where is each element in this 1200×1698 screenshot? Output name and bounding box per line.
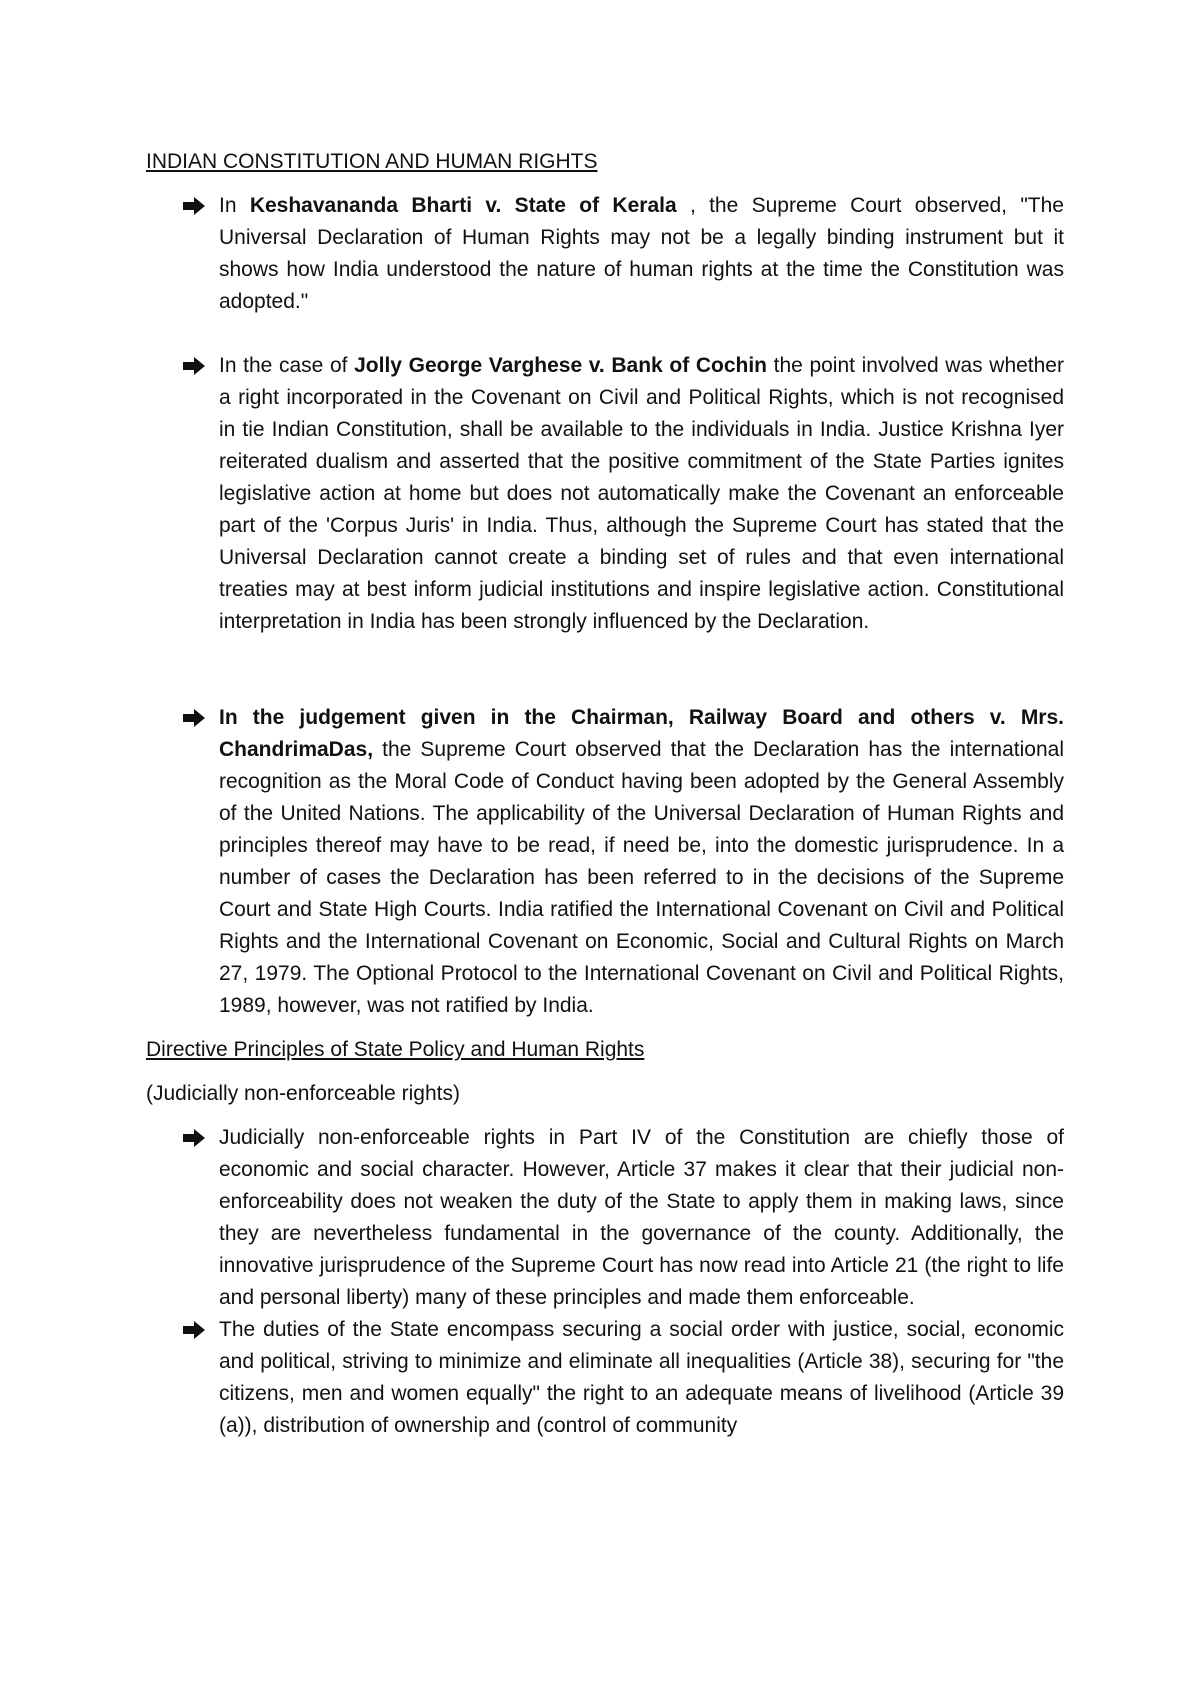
list-item-text: In the case of [219, 354, 355, 377]
case-name: Keshavananda Bharti v. State of Kerala [249, 194, 677, 217]
list-item-text: The duties of the State encompass securing a social order with justice, social, economic and political, striving to minimize and eliminate all inequalities (Article 38), securing for "the citizens, men and women equally" the right to an adequate means of livelihood (Article 39 (a)), distribution of ownership and (control of community [219, 1318, 1064, 1437]
section-heading: Directive Principles of State Policy and Human Rights [146, 1038, 645, 1061]
document-title: INDIAN CONSTITUTION AND HUMAN RIGHTS [146, 150, 598, 173]
arrow-right-icon [182, 1321, 206, 1339]
list-item [146, 190, 1064, 318]
case-name: In the judgement given in the Chairman, Railway Board and others v. Mrs. ChandrimaDas, [219, 706, 1064, 761]
list-item-text: In [219, 194, 250, 217]
list-item [146, 1314, 1064, 1442]
arrow-right-icon [182, 197, 206, 215]
list-item-text: the Supreme Court observed that the Declaration has the international recognition as the Moral Code of Conduct having been adopted by the General Assembly of the United Nations. The applicability of the Universal Declaration of Human Rights and principles thereof may have to be read, if need be, into the domestic jurisprudence. In a number of cases the Declaration has been referred to in the decisions of the Supreme Court and State High Courts. India ratified the International Covenant on Civil and Political Rights and the International Covenant on Economic, Social and Cultural Rights on March 27, 1979. The Optional Protocol to the International Covenant on Civil and Political Rights, 1989, however, was not ratified by India. [219, 738, 1064, 1017]
arrow-right-icon [182, 709, 206, 727]
arrow-right-icon [182, 1129, 206, 1147]
list-item [146, 1122, 1064, 1314]
section-subheading: (Judicially non-enforceable rights) [146, 1082, 460, 1105]
list-item-text: the point involved was whether a right incorporated in the Covenant on Civil and Political Rights, which is not recognised in tie Indian Constitution, shall be available to the individuals in India. Justice Krishna Iyer reiterated dualism and asserted that the positive commitment of the State Parties ignites legislative action at home but does not automatically make the Covenant an enforceable part of the 'Corpus Juris' in India. Thus, although the Supreme Court has stated that the Universal Declaration cannot create a binding set of rules and that even international treaties may at best inform judicial institutions and inspire legislative action. Constitutional interpretation in India has been strongly influenced by the Declaration. [219, 354, 1064, 633]
list-item [146, 702, 1064, 1022]
document-body [146, 146, 1064, 1442]
case-name: Jolly George Varghese v. Bank of Cochin [354, 354, 767, 377]
list-item [146, 350, 1064, 638]
list-item-text: , the Supreme Court observed, "The Universal Declaration of Human Rights may not be a legally binding instrument but it shows how India understood the nature of human rights at the time the Constitution was adopted." [219, 194, 1064, 313]
list-item-text: Judicially non-enforceable rights in Part IV of the Constitution are chiefly those of economic and social character. However, Article 37 makes it clear that their judicial non-enforceability does not weaken the duty of the State to apply them in making laws, since they are nevertheless fundamental in the governance of the county. Additionally, the innovative jurisprudence of the Supreme Court has now read into Article 21 (the right to life and personal liberty) many of these principles and made them enforceable. [219, 1126, 1064, 1309]
arrow-right-icon [182, 357, 206, 375]
